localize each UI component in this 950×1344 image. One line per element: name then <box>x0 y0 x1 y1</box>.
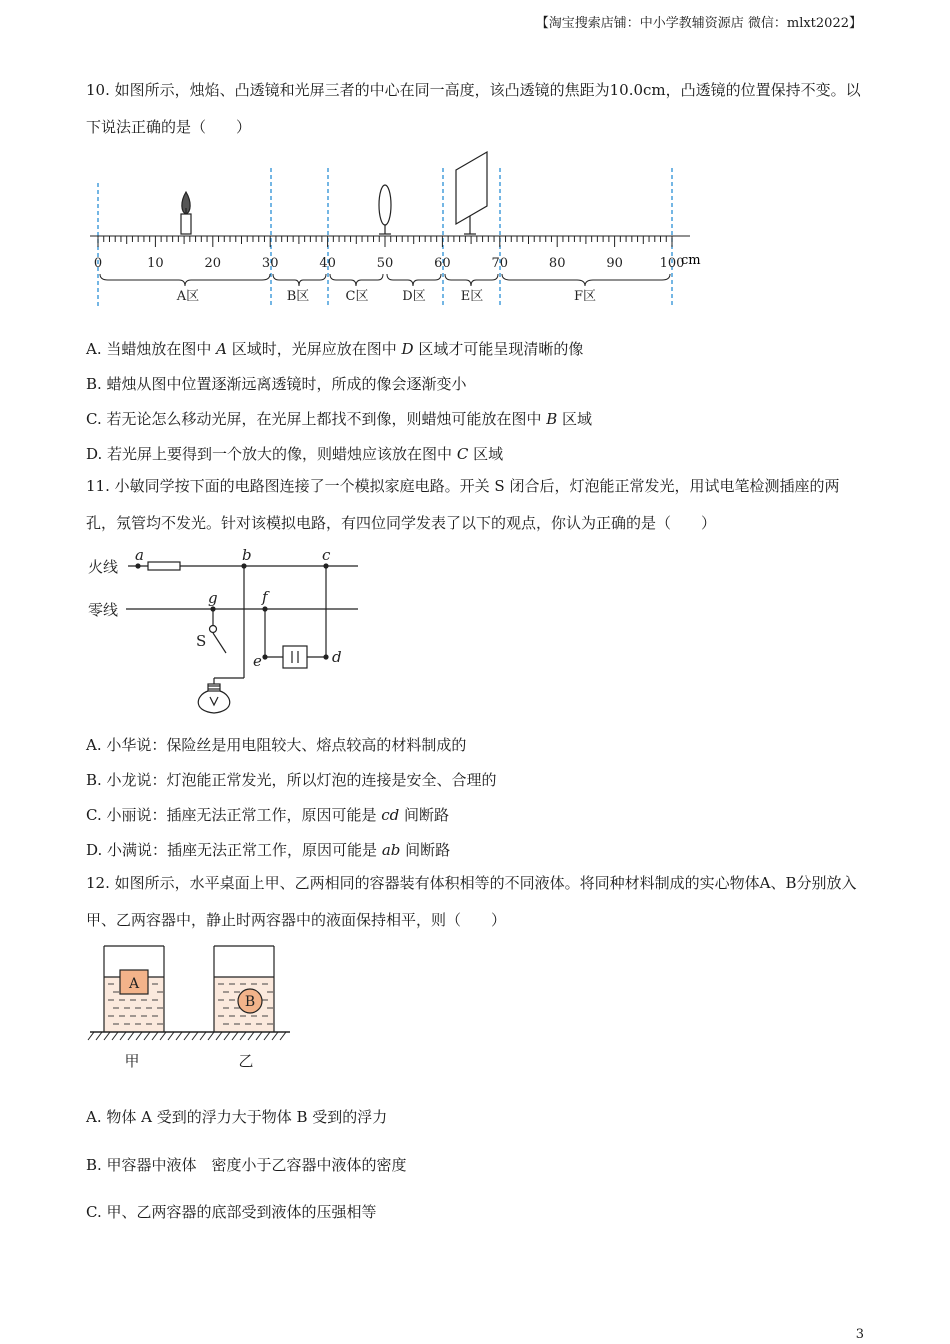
table-hatch-mark <box>120 1032 126 1040</box>
table-hatch-mark <box>160 1032 166 1040</box>
ruler-tick-label: 20 <box>204 256 222 271</box>
q10-option-a[interactable]: A. 当蜡烛放在图中 A 区域时，光屏应放在图中 D 区域才可能呈现清晰的像 <box>86 340 584 358</box>
zone-label-b: B区 <box>286 289 310 304</box>
ruler-tick-label: 40 <box>319 256 336 271</box>
containers-diagram <box>86 940 306 1075</box>
q11-option-b[interactable]: B. 小龙说：灯泡能正常发光，所以灯泡的连接是安全、合理的 <box>86 771 497 789</box>
table-hatch-mark <box>240 1032 246 1040</box>
candle-icon <box>181 192 191 234</box>
ruler-tick-label: 100 <box>659 256 685 271</box>
q10-option-d[interactable]: D. 若光屏上要得到一个放大的像，则蜡烛应该放在图中 C 区域 <box>86 445 504 463</box>
table-hatch-mark <box>152 1032 158 1040</box>
q10-option-c[interactable]: C. 若无论怎么移动光屏，在光屏上都找不到像，则蜡烛可能放在图中 B 区域 <box>86 410 593 428</box>
ruler-tick-label: 10 <box>147 256 164 271</box>
table-hatch-mark <box>200 1032 206 1040</box>
ruler-tick-label: 0 <box>93 256 103 271</box>
table-hatch-mark <box>184 1032 190 1040</box>
page-header: 【淘宝搜索店铺：中小学教辅资源店 微信：mlxt2022】 <box>535 16 862 31</box>
ruler-tick-label: 70 <box>491 256 509 271</box>
q12-option-b[interactable]: B. 甲容器中液体 密度小于乙容器中液体的密度 <box>86 1156 407 1174</box>
ruler <box>90 236 690 247</box>
table-hatch-mark <box>144 1032 150 1040</box>
point-c: c <box>322 546 331 564</box>
switch-label: S <box>196 632 207 650</box>
switch-s <box>213 633 226 653</box>
point-a: a <box>135 546 144 564</box>
table-hatch-mark <box>168 1032 174 1040</box>
container-label-yi: 乙 <box>238 1052 254 1070</box>
light-bulb-icon <box>198 678 230 713</box>
q12-option-c[interactable]: C. 甲、乙两容器的底部受到液体的压强相等 <box>86 1203 377 1221</box>
fuse-icon <box>148 562 180 570</box>
table-hatch-mark <box>128 1032 134 1040</box>
ruler-tick-label: 50 <box>376 256 394 271</box>
optical-bench-diagram <box>86 150 726 315</box>
table-hatch-mark <box>272 1032 278 1040</box>
table-hatch-mark <box>96 1032 102 1040</box>
table-hatch-mark <box>248 1032 254 1040</box>
table-hatch-mark <box>176 1032 182 1040</box>
convex-lens-icon <box>379 185 391 234</box>
ruler-tick-label: 80 <box>548 256 566 271</box>
q10-option-b[interactable]: B. 蜡烛从图中位置逐渐远离透镜时，所成的像会逐渐变小 <box>86 375 467 393</box>
q11-option-c[interactable]: C. 小丽说：插座无法正常工作，原因可能是 cd 间断路 <box>86 806 450 824</box>
table-hatch-mark <box>216 1032 222 1040</box>
q11-option-a[interactable]: A. 小华说：保险丝是用电阻较大、熔点较高的材料制成的 <box>86 736 467 754</box>
table-hatch-mark <box>104 1032 110 1040</box>
ruler-tick-label: 90 <box>606 256 623 271</box>
question-11-text: 11. 小敏同学按下面的电路图连接了一个模拟家庭电路。开关 S 闭合后，灯泡能正常发光，用试电笔检测插座的两孔，氖管均不发光。针对该模拟电路，有四位同学发表了以下的观点，你认为正确的是（ ） <box>86 477 840 532</box>
q12-option-a[interactable]: A. 物体 A 受到的浮力大于物体 B 受到的浮力 <box>86 1108 388 1126</box>
point-f: f <box>262 588 268 606</box>
zone-label-a: A区 <box>176 289 200 304</box>
table-hatch-mark <box>224 1032 230 1040</box>
point-e: e <box>253 652 262 670</box>
question-10-text: 10. 如图所示，烛焰、凸透镜和光屏三者的中心在同一高度，该凸透镜的焦距为10.0cm，凸透镜的位置保持不变。以下说法正确的是（ ） <box>86 81 861 136</box>
light-screen-icon <box>456 152 487 234</box>
ruler-unit: cm <box>681 253 701 268</box>
table-hatch-mark <box>192 1032 198 1040</box>
point-b: b <box>242 546 252 564</box>
table-hatch-mark <box>136 1032 142 1040</box>
neutral-wire-label: 零线 <box>88 601 119 619</box>
q11-option-d[interactable]: D. 小满说：插座无法正常工作，原因可能是 ab 间断路 <box>86 841 451 859</box>
table-hatch-mark <box>232 1032 238 1040</box>
table-hatch-mark <box>264 1032 270 1040</box>
live-wire-label: 火线 <box>88 558 119 576</box>
table-hatch-mark <box>88 1032 94 1040</box>
zone-label-d: D区 <box>402 289 426 304</box>
zone-label-e: E区 <box>460 289 484 304</box>
zone-label-f: F区 <box>573 289 597 304</box>
table-hatch-mark <box>112 1032 118 1040</box>
socket-icon <box>283 646 307 668</box>
ruler-tick-label: 60 <box>434 256 451 271</box>
container-label-jia: 甲 <box>124 1052 140 1070</box>
household-circuit-diagram <box>86 545 376 720</box>
zone-label-c: C区 <box>345 289 369 304</box>
object-b-label: B <box>244 994 256 1010</box>
point-d: d <box>332 648 342 666</box>
question-12-text: 12. 如图所示，水平桌面上甲、乙两相同的容器装有体积相等的不同液体。将同种材料制成的实心物体A、B分别放入甲、乙两容器中，静止时两容器中的液面保持相平，则（ ） <box>86 874 857 929</box>
object-a-label: A <box>128 976 140 992</box>
table-hatch-mark <box>280 1032 286 1040</box>
point-g: g <box>208 589 218 607</box>
page-number: 3 <box>855 1327 864 1342</box>
table-hatch-mark <box>208 1032 214 1040</box>
ruler-tick-label: 30 <box>261 256 279 271</box>
table-hatch-mark <box>256 1032 262 1040</box>
